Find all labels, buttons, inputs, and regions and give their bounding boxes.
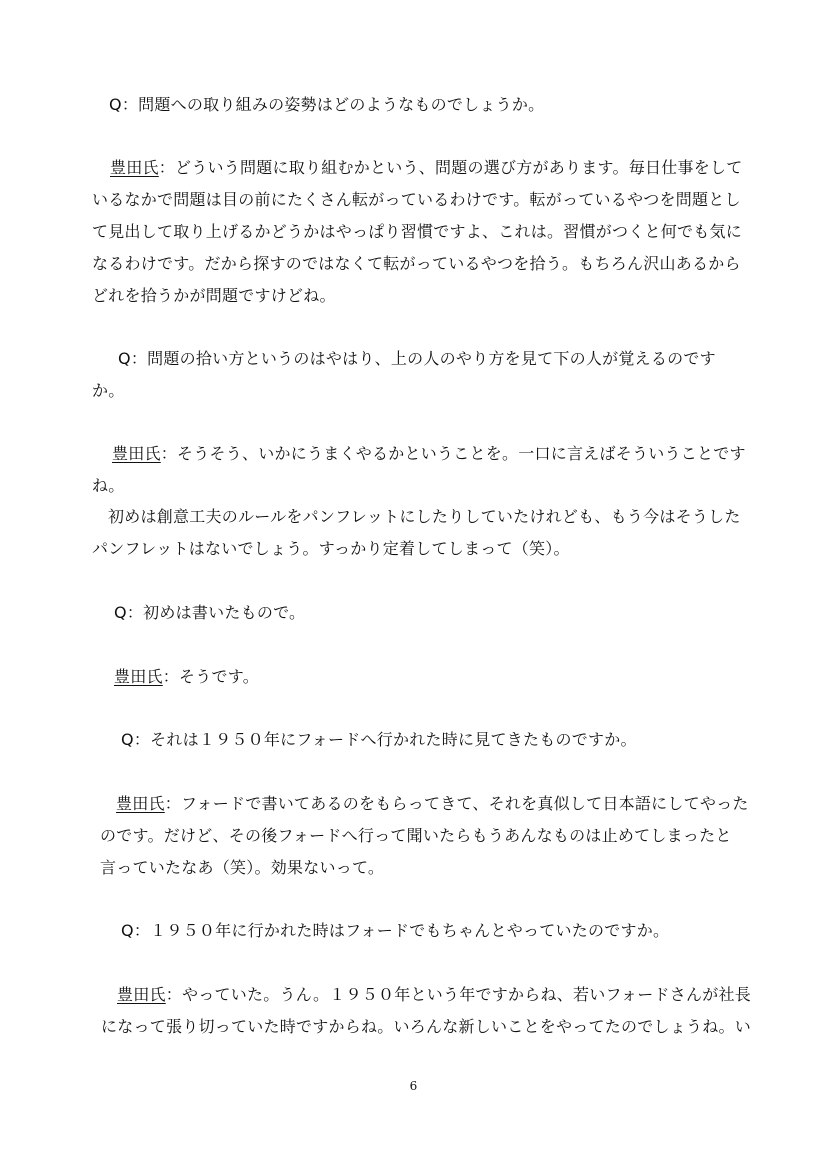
- speaker-separator: ：: [164, 794, 182, 813]
- text-line: 問題への取り組みの姿勢はどのようなものでしょうか。: [138, 95, 545, 114]
- question-line: [121, 730, 637, 750]
- text-line: フォードで書いてあるのをもらってきて、それを真似して日本語にしてやった: [181, 794, 749, 813]
- text-line: そうそう、いかにうまくやるかということを。一口に言えばそういうことです: [177, 444, 746, 463]
- speaker-q: Q: [121, 730, 134, 749]
- text-line: パンフレットはないでしょう。すっかり定着してしまって（笑）。: [92, 539, 570, 558]
- speaker-q: Q: [109, 95, 122, 114]
- answer-line: [116, 794, 749, 814]
- text-line: そうです。: [179, 667, 260, 686]
- text-line: いるなかで問題は目の前にたくさん転がっているわけです。転がっているやつを問題とし: [92, 190, 741, 209]
- speaker-q: Q: [121, 921, 134, 940]
- question-line: [109, 95, 544, 115]
- question-line: [118, 349, 716, 369]
- text-line: 初めは書いたもので。: [143, 603, 306, 622]
- text-line: ね。: [92, 476, 125, 495]
- text-line: それは１９５０年にフォードへ行かれた時に見てきたものですか。: [150, 730, 637, 749]
- text-line: 問題の拾い方というのはやはり、上の人のやり方を見て下の人が覚えるのです: [147, 349, 716, 368]
- speaker-toyoda: 豊田氏: [112, 444, 161, 463]
- speaker-toyoda: 豊田氏: [117, 985, 166, 1004]
- question-line: [121, 921, 669, 941]
- question-line: [114, 603, 305, 623]
- text-line: どういう問題に取り組むかという、問題の選び方があります。毎日仕事をして: [175, 158, 743, 177]
- speaker-separator: ：: [130, 349, 148, 368]
- text-line: のです。だけど、その後フォードへ行って聞いたらもうあんなものは止めてしまったと: [100, 826, 732, 845]
- answer-line: [117, 985, 751, 1005]
- text-line: 初めは創意工夫のルールをパンフレットにしたりしていたけれども、もう今はそうした: [108, 507, 741, 526]
- speaker-separator: ：: [133, 921, 151, 940]
- speaker-toyoda: 豊田氏: [116, 794, 165, 813]
- speaker-separator: ：: [165, 985, 183, 1004]
- text-line: なるわけです。だから探すのではなくて転がっているやつを拾う。もちろん沢山あるから: [92, 254, 741, 273]
- speaker-separator: ：: [158, 158, 176, 177]
- speaker-separator: ：: [126, 603, 144, 622]
- speaker-q: Q: [114, 603, 127, 622]
- speaker-q: Q: [118, 349, 131, 368]
- answer-line: [110, 158, 743, 178]
- speaker-toyoda: 豊田氏: [110, 158, 159, 177]
- text-line: どれを拾うかが問題ですけどね。: [92, 286, 336, 305]
- text-line: やっていた。うん。１９５０年という年ですからね、若いフォードさんが社長: [182, 985, 751, 1004]
- speaker-separator: ：: [121, 95, 139, 114]
- speaker-separator: ：: [162, 667, 180, 686]
- text-line: １９５０年に行かれた時はフォードでもちゃんとやっていたのですか。: [150, 921, 670, 940]
- text-line: になって張り切っていた時ですからね。いろんな新しいことをやってたのでしょうね。い: [101, 1017, 752, 1036]
- page-number: 6: [409, 1079, 418, 1093]
- text-line: て見出して取り上げるかどうかはやっぱり習慣ですよ、これは。習慣がつくと何でも気に: [92, 222, 743, 241]
- speaker-separator: ：: [160, 444, 178, 463]
- speaker-toyoda: 豊田氏: [114, 667, 163, 686]
- answer-line: [114, 667, 259, 687]
- text-line: 言っていたなあ（笑）。効果ないって。: [100, 858, 385, 877]
- text-line: か。: [92, 381, 125, 400]
- answer-line: [112, 444, 746, 464]
- speaker-separator: ：: [133, 730, 151, 749]
